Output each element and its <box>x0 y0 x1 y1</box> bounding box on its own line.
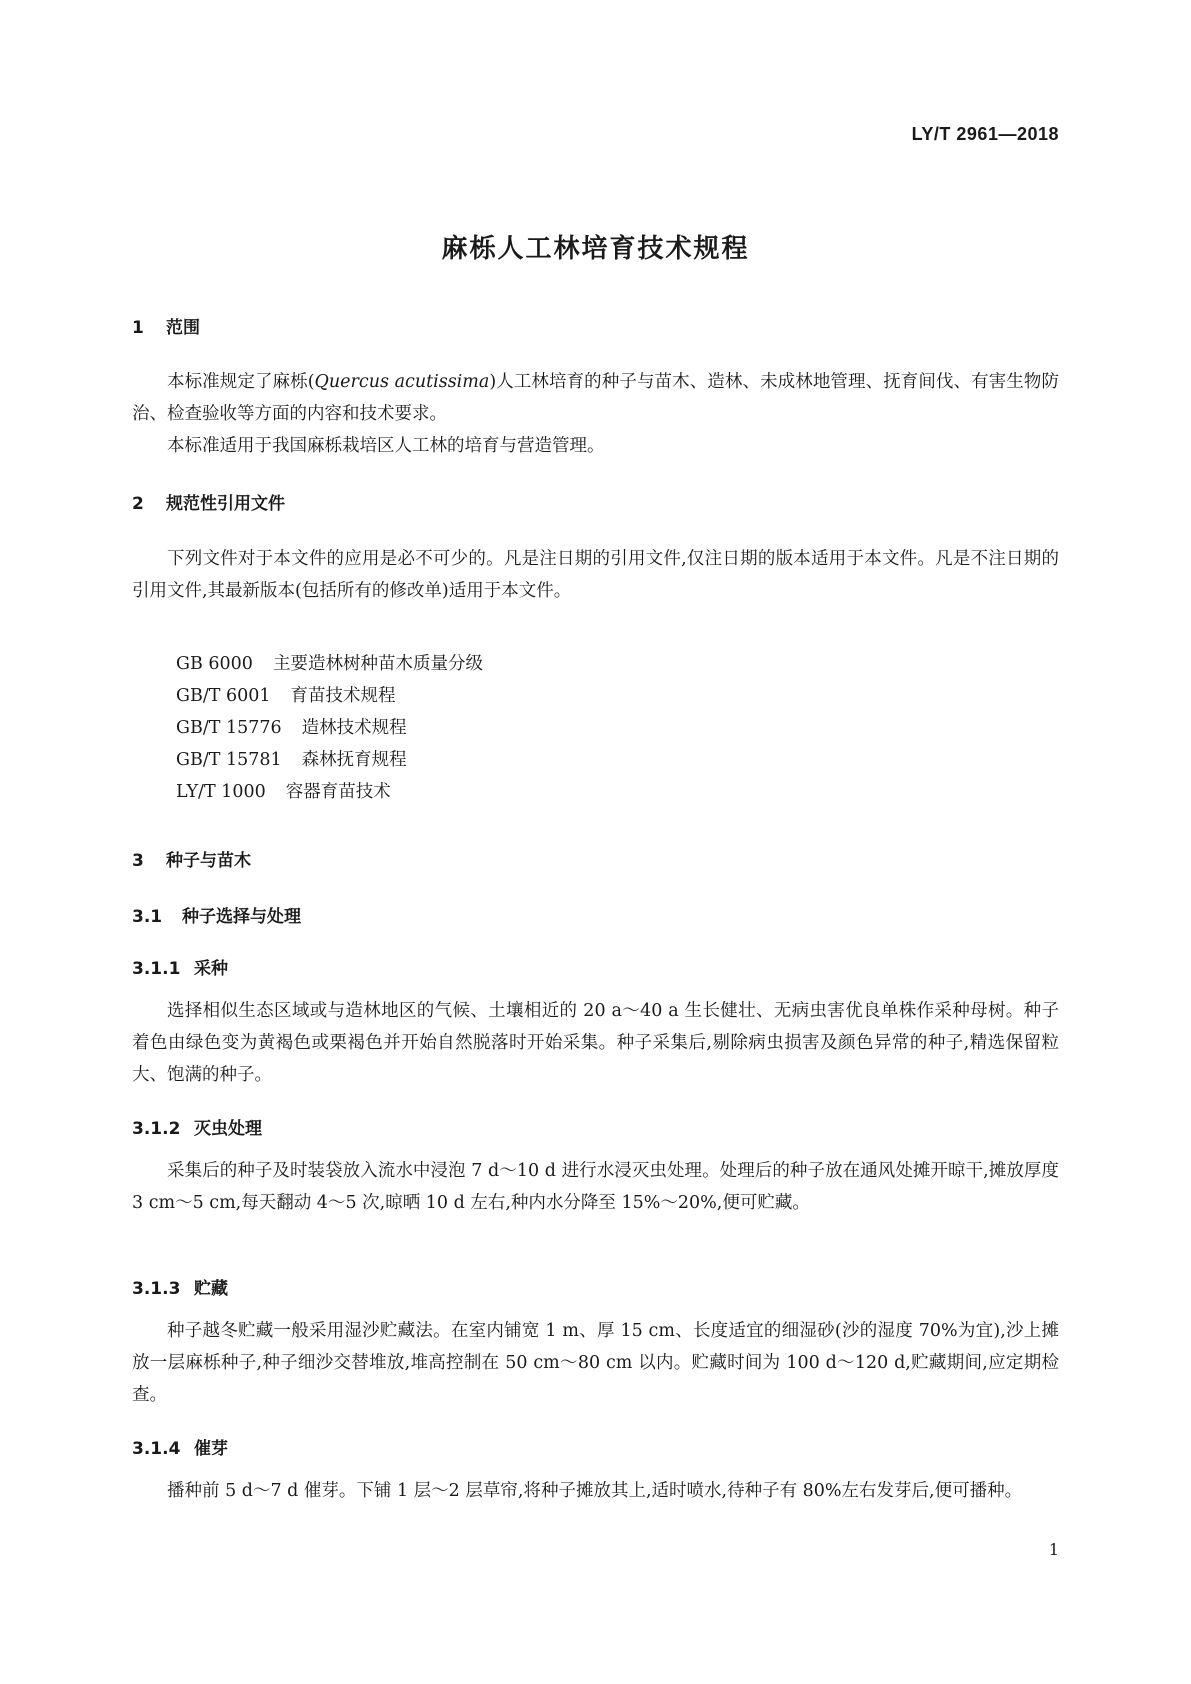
reference-item <box>176 680 483 712</box>
reference-name: 育苗技术规程 <box>290 686 396 706</box>
section-3-1-1-heading <box>132 954 228 979</box>
reference-code: GB/T 6001 <box>176 686 271 706</box>
section-number: 3.1 <box>132 907 163 927</box>
section-number: 3.1.4 <box>132 1439 181 1459</box>
section-title: 规范性引用文件 <box>166 494 285 514</box>
section-title: 采种 <box>194 959 228 979</box>
reference-item <box>176 744 483 776</box>
section-title: 种子选择与处理 <box>182 907 301 927</box>
section-title: 催芽 <box>194 1439 228 1459</box>
section-title: 灭虫处理 <box>194 1119 262 1139</box>
reference-item <box>176 648 483 680</box>
latin-name: Quercus acutissima <box>314 372 490 392</box>
reference-name: 森林抚育规程 <box>301 750 407 770</box>
section-2-paragraph-1: 下列文件对于本文件的应用是必不可少的。凡是注日期的引用文件,仅注日期的版本适用于本文件。凡是不注日期的引用文件,其最新版本(包括所有的修改单)适用于本文件。 <box>132 549 1059 601</box>
section-1-paragraph-2: 本标准适用于我国麻栎栽培区人工林的培育与营造管理。 <box>167 436 605 456</box>
paragraph-text: )人工林培育的种子与苗木、造林、未成林地管理、抚育间伐、有害生物防治、检查验收等方面的内容和技术要求。 <box>132 372 1059 424</box>
reference-code: GB 6000 <box>176 654 253 674</box>
section-3-1-2-heading <box>132 1114 262 1139</box>
reference-name: 造林技术规程 <box>301 718 407 738</box>
document-title: 麻栎人工林培育技术规程 <box>441 234 750 264</box>
section-number: 3 <box>132 851 144 871</box>
section-3-heading <box>132 846 251 871</box>
reference-name: 容器育苗技术 <box>285 782 391 802</box>
section-title: 种子与苗木 <box>166 851 251 871</box>
reference-code: GB/T 15776 <box>176 718 282 738</box>
section-number: 1 <box>132 318 144 338</box>
section-number: 3.1.1 <box>132 959 181 979</box>
section-number: 2 <box>132 494 144 514</box>
section-title: 范围 <box>166 318 200 338</box>
reference-item <box>176 776 483 808</box>
paragraph-text: 本标准规定了麻栎( <box>167 372 315 392</box>
section-title: 贮藏 <box>194 1279 228 1299</box>
page-number: 1 <box>1048 1540 1059 1559</box>
section-3-1-4-paragraph: 播种前 5 d～7 d 催芽。下铺 1 层～2 层草帘,将种子摊放其上,适时喷水,待种子有 80%左右发芽后,便可播种。 <box>167 1481 1023 1501</box>
section-1-heading <box>132 313 200 338</box>
section-number: 3.1.3 <box>132 1279 181 1299</box>
section-2-heading <box>132 489 285 514</box>
reference-item <box>176 712 483 744</box>
section-3-1-heading <box>132 902 301 927</box>
standard-code: LY/T 2961—2018 <box>911 124 1059 144</box>
section-3-1-3-heading <box>132 1274 228 1299</box>
reference-name: 主要造林树种苗木质量分级 <box>272 654 483 674</box>
section-1-paragraph-1 <box>132 366 1059 430</box>
section-3-1-2-paragraph: 采集后的种子及时装袋放入流水中浸泡 7 d～10 d 进行水浸灭虫处理。处理后的种子放在通风处摊开晾干,摊放厚度 3 cm～5 cm,每天翻动 4～5 次,晾晒 10 d 左右,种内水分降至 15%～20%,便可贮藏。 <box>132 1161 1059 1213</box>
reference-code: LY/T 1000 <box>176 782 266 802</box>
section-number: 3.1.2 <box>132 1119 181 1139</box>
normative-reference-list <box>176 648 483 808</box>
section-3-1-3-paragraph: 种子越冬贮藏一般采用湿沙贮藏法。在室内铺宽 1 m、厚 15 cm、长度适宜的细湿砂(沙的湿度 70%为宜),沙上摊放一层麻栎种子,种子细沙交替堆放,堆高控制在 50 cm～80 cm 以内。贮藏时间为 100 d～120 d,贮藏期间,应定期检查。 <box>132 1321 1059 1405</box>
section-3-1-4-heading <box>132 1434 228 1459</box>
reference-code: GB/T 15781 <box>176 750 282 770</box>
section-3-1-1-paragraph: 选择相似生态区域或与造林地区的气候、土壤相近的 20 a～40 a 生长健壮、无病虫害优良单株作采种母树。种子着色由绿色变为黄褐色或栗褐色并开始自然脱落时开始采集。种子采集后,剔除病虫损害及颜色异常的种子,精选保留粒大、饱满的种子。 <box>132 1001 1059 1085</box>
